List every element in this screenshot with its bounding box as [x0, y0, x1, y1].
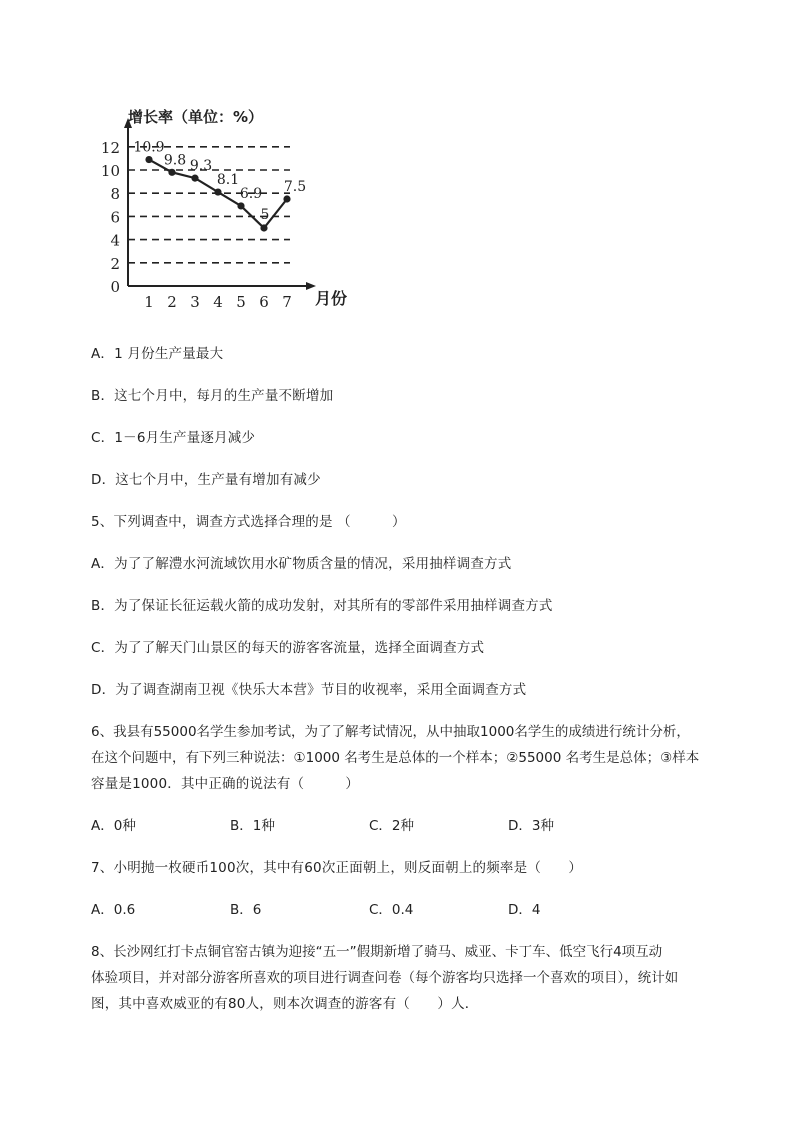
data-point-6: [260, 224, 267, 231]
data-label-5: 6.9: [239, 185, 263, 202]
x-tick-6: 6: [259, 293, 269, 311]
q5-stem: 5、下列调查中，调查方式选择合理的是 （ ）: [91, 514, 406, 530]
x-tick-3: 3: [190, 293, 200, 311]
data-point-3: [191, 175, 198, 182]
data-label-6: 5: [260, 207, 270, 223]
q4-option-a: A．1 月份生产量最大: [91, 346, 224, 362]
data-label-3: 9.3: [189, 158, 213, 175]
q6-option-d: D．3种: [508, 818, 554, 834]
x-tick-7: 7: [282, 293, 292, 311]
data-label-7: 7.5: [283, 179, 307, 195]
y-tick-4: 4: [110, 231, 120, 250]
y-tick-6: 6: [110, 208, 120, 227]
q4-option-d: D．这七个月中，生产量有增加有减少: [91, 472, 321, 488]
data-point-4: [214, 188, 221, 195]
chart-value-labels: [133, 140, 306, 223]
y-tick-0: 0: [110, 278, 120, 296]
x-tick-1: 1: [144, 293, 154, 311]
q5-option-b: B．为了保证长征运载火箭的成功发射，对其所有的零部件采用抽样调查方式: [91, 598, 553, 614]
q5-option-c: C．为了了解天门山景区的每天的游客客流量，选择全面调查方式: [91, 640, 485, 656]
chart-y-ticks: [101, 139, 120, 296]
q7-stem: 7、小明抛一枚硬币100次，其中有60次正面朝上，则反面朝上的频率是（ ）: [91, 860, 583, 876]
q6-stem-line1: 6、我县有55000名学生参加考试，为了了解考试情况，从中抽取1000名学生的成绩进行统计分析，: [91, 724, 690, 740]
chart-y-axis-label: 增长率（单位：%）: [128, 108, 264, 126]
y-tick-10: 10: [100, 162, 120, 180]
q8-stem-line1: 8、长沙网红打卡点铜官窑古镇为迎接“五一”假期新增了骑马、威亚、卡丁车、低空飞行4项互动: [91, 944, 663, 960]
q6-option-b: B．1种: [230, 818, 275, 834]
q4-option-b: B．这七个月中，每月的生产量不断增加: [91, 388, 334, 404]
q6-stem-line3: 容量是1000．其中正确的说法有（ ）: [91, 776, 360, 792]
q5-option-a: A．为了了解澧水河流域饮用水矿物质含量的情况，采用抽样调查方式: [91, 556, 512, 572]
q7-option-d: D．4: [508, 902, 541, 918]
q4-option-c: C．1－6月生产量逐月减少: [91, 430, 256, 446]
y-tick-8: 8: [110, 185, 120, 204]
x-tick-4: 4: [213, 293, 223, 311]
growth-rate-line-chart: [90, 100, 370, 315]
chart-x-ticks: [144, 293, 292, 311]
data-label-4: 8.1: [216, 172, 240, 189]
q6-option-c: C．2种: [369, 818, 415, 834]
data-label-2: 9.8: [163, 152, 187, 169]
data-point-1: [145, 156, 152, 163]
q8-stem-line3: 图，其中喜欢威亚的有80人，则本次调查的游客有（ ）人．: [91, 996, 479, 1012]
chart-x-axis-label: 月份: [315, 289, 348, 308]
q7-option-b: B．6: [230, 902, 262, 918]
data-point-5: [237, 202, 244, 209]
x-tick-2: 2: [167, 293, 177, 311]
data-point-7: [283, 195, 290, 202]
data-point-2: [168, 169, 175, 176]
q6-option-a: A．0种: [91, 818, 136, 834]
data-label-1: 10.9: [133, 139, 165, 156]
q5-option-d: D．为了调查湖南卫视《快乐大本营》节目的收视率，采用全面调查方式: [91, 682, 527, 698]
y-tick-12: 12: [100, 138, 120, 157]
q8-stem-line2: 体验项目，并对部分游客所喜欢的项目进行调查问卷（每个游客均只选择一个喜欢的项目），统计如: [91, 970, 679, 986]
x-tick-5: 5: [236, 293, 246, 311]
q7-option-c: C．0.4: [369, 902, 414, 918]
q7-option-a: A．0.6: [91, 902, 136, 918]
y-tick-2: 2: [110, 254, 120, 273]
q6-stem-line2: 在这个问题中，有下列三种说法：①1000 名考生是总体的一个样本；②55000 名考生是总体；③样本: [91, 750, 700, 766]
